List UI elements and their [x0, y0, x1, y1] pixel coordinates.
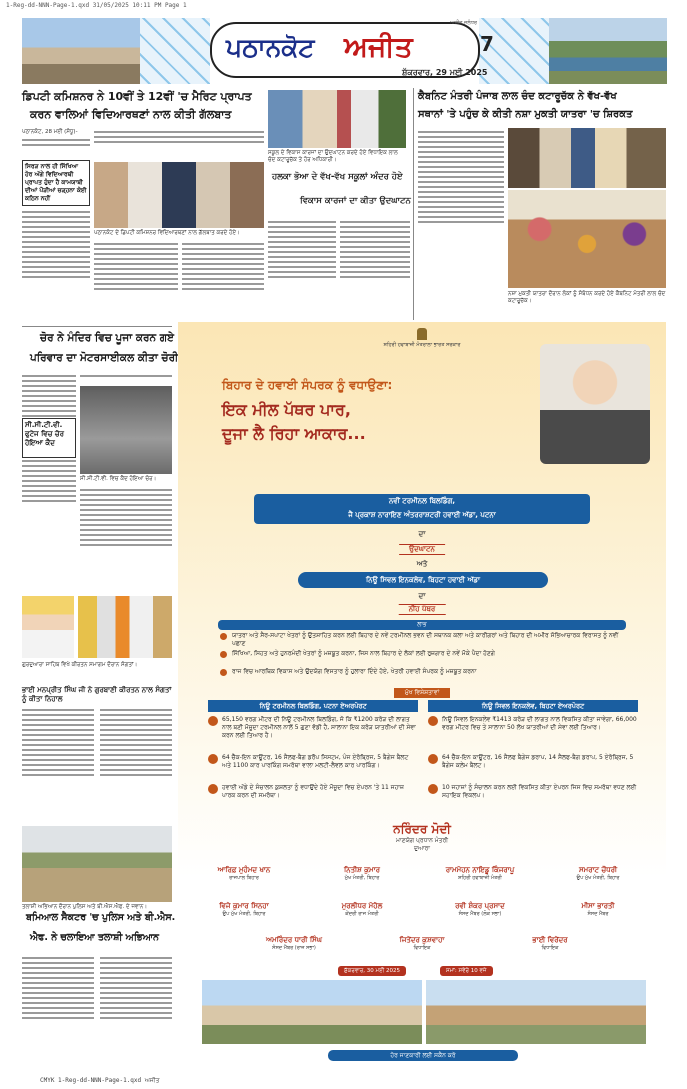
dignitary-3 — [424, 866, 536, 881]
a1-headline-1: ਡਿਪਟੀ ਕਮਿਸ਼ਨਰ ਨੇ 10ਵੀਂ ਤੇ 12ਵੀਂ 'ਚ ਮੈਰਿਟ ਪ੍ਰਾਪਤ — [22, 90, 252, 103]
a3-headline-2: ਸਥਾਨਾਂ 'ਤੇ ਪਹੁੰਚ ਕੇ ਕੀਤੀ ਨਸ਼ਾ ਮੁਕਤੀ ਯਾਤਰਾ 'ਚ ਸ਼ਿਰਕਤ — [418, 109, 633, 120]
dignitary-role: ਸੰਸਦ ਮੈਂਬਰ (ਰਾਜ ਸਭਾ) — [272, 945, 316, 951]
a6-photo — [22, 826, 172, 902]
a4-caption: ਸੀ.ਸੀ.ਟੀ.ਵੀ. ਵਿਚ ਕੈਦ ਹੋਇਆ ਚੋਰ। — [80, 476, 157, 482]
dignitary-name: ਅਮਰਿੰਦਰ ਧਾਰੀ ਸਿੰਘ — [265, 936, 323, 944]
title-city: ਪਠਾਨਕੋਟ — [226, 33, 315, 62]
section-rule — [22, 326, 172, 327]
masthead-photo-right — [549, 18, 667, 84]
dignitary-role: ਸੰਸਦ ਮੈਂਬਰ — [587, 911, 609, 917]
ad-project-band-2: ਨਿਊ ਸਿਵਲ ਇਨਕਲੇਵ, ਬਿਹਟਾ ਹਵਾਈ ਅੱਡਾ — [298, 572, 548, 588]
airport-advertisement — [178, 322, 666, 1062]
a1-body-col3 — [182, 240, 264, 326]
a3-photo-1 — [508, 128, 666, 188]
benefit-3: ਰਾਜ ਵਿਚ ਆਰਥਿਕ ਵਿਕਾਸ ਅਤੇ ਉਦਯੋਗ ਵਿਸਤਾਰ ਨੂੰ ਹੁਲਾਰਾ ਦਿੰਦੇ ਹੋਏ, ਖੇਤਰੀ ਹਵਾਈ ਸੰਪਰਕ ਨੂੰ ਮਜ਼ਬੂਤ ਕਰਨਾ — [218, 668, 626, 676]
a6-caption: ਤਲਾਸ਼ੀ ਅਭਿਆਨ ਦੌਰਾਨ ਪੁਲਿਸ ਅਤੇ ਬੀ.ਐਸ.ਐਫ. ਦੇ ਜਵਾਨ। — [22, 904, 148, 910]
a3-photo-2 — [508, 190, 666, 288]
a1-caption: ਪਠਾਨਕੋਟ ਦੇ ਡਿਪਟੀ ਕਮਿਸ਼ਨਰ ਵਿਦਿਆਰਥਣਾਂ ਨਾਲ ਗੱਲਬਾਤ ਕਰਦੇ ਹੋਏ। — [94, 230, 240, 236]
dignitary-9 — [238, 936, 350, 951]
column-rule — [413, 88, 414, 320]
dignitary-name: ਆਰਿਫ਼ ਮੁਹੰਮਦ ਖਾਨ — [217, 866, 271, 874]
dignitary-2 — [306, 866, 418, 881]
ad-tagline-3: ਦੂਜਾ ਲੈ ਰਿਹਾ ਆਕਾਰ... — [222, 424, 366, 443]
a4-headline-2: ਪਰਿਵਾਰ ਦਾ ਮੋਟਰਸਾਈਕਲ ਕੀਤਾ ਚੋਰੀ — [30, 352, 179, 364]
dignitary-name: ਸਮਰਾਟ ਚੌਧਰੀ — [578, 866, 618, 874]
a4-body-col1 — [22, 372, 76, 592]
brand-tag: ਅਜੀਤ ਜਲੰਧਰ — [450, 20, 477, 26]
masthead-photo-left — [22, 18, 140, 84]
dignitary-name: ਨਿਤੀਸ਼ ਕੁਮਾਰ — [343, 866, 381, 874]
a2-photo — [268, 90, 406, 148]
emblem-icon — [417, 328, 427, 340]
dignitary-name: ਭਾਈ ਵਿਰੇਂਦਰ — [532, 936, 568, 944]
a6-body-col1 — [22, 954, 94, 1066]
leader-note: ਦੁਆਰਾ — [414, 845, 430, 852]
right-point-2: 64 ਚੈੱਕ-ਇਨ ਕਾਊਂਟਰ, 16 ਸੈਲਫ ਬੈਗੇਜ ਡਰਾਪ, 14 ਸੈਲਫ-ਬੈਗ ਡਰਾਪ, 5 ਏਰੋਬ੍ਰਿਜ, 5 ਬੈਗੇਜ ਕਲੇਮ ਬੈਲਟ। — [428, 754, 638, 770]
benefits-heading: ਲਾਭ — [218, 620, 626, 630]
dignitary-role: ਮੁੱਖ ਮੰਤਰੀ, ਬਿਹਾਰ — [344, 875, 380, 881]
ad-tagline-1: ਬਿਹਾਰ ਦੇ ਹਵਾਈ ਸੰਪਰਕ ਨੂੰ ਵਧਾਉਣਾ: — [222, 378, 393, 392]
a1-body-col2 — [94, 128, 264, 162]
a2-body-col1 — [268, 218, 336, 318]
a4-headline-1: ਚੋਰ ਨੇ ਮੰਦਿਰ ਵਿਚ ਪੂਜਾ ਕਰਨ ਗਏ — [40, 332, 175, 344]
ministry-name: ਸ਼ਹਿਰੀ ਹਵਾਬਾਜ਼ੀ ਮੰਤਰਾਲਾ ਭਾਰਤ ਸਰਕਾਰ — [383, 342, 461, 348]
masthead-pattern-left — [140, 18, 210, 84]
a5-body-col2 — [100, 706, 172, 822]
a6-headline-1: ਬਮਿਆਲ ਸੈਕਟਰ 'ਚ ਪੁਲਿਸ ਅਤੇ ਬੀ.ਐਸ. — [26, 912, 176, 923]
leader-role: ਮਾਣਯੋਗ ਪ੍ਰਧਾਨ ਮੰਤਰੀ — [395, 837, 449, 844]
masthead — [22, 18, 667, 84]
a6-body-col2 — [100, 954, 172, 1066]
a1-pullquote: ਸਿਰੜ ਨਾਲ ਹੀ ਸਿੱਖਿਆ ਹੋਰ ਅੱਗੇ ਵਿਦਿਆਰਥੀ ਪ੍ਰਾਪਤ ਹੁੰਦਾ ਹੈ ਕਾਮਯਾਬੀ ਦੀਆਂ ਪੌੜੀਆਂ ਚੜ੍ਹਨਾ ਕੋਈ ਕਠਿਨ ਨਹੀਂ — [22, 160, 90, 206]
features-heading: ਮੁੱਖ ਵਿਸ਼ੇਸ਼ਤਾਵਾਂ — [394, 688, 450, 698]
dignitary-name: ਮੀਸਾ ਭਾਰਤੀ — [581, 902, 615, 910]
dignitary-10 — [366, 936, 478, 951]
a2-caption: ਸਕੂਲ ਦੇ ਵਿਕਾਸ ਕਾਰਜਾਂ ਦਾ ਉਦਘਾਟਨ ਕਰਦੇ ਹੋਏ ਵਿਧਾਇਕ ਲਾਲ ਚੰਦ ਕਟਾਰੂਚੱਕ ਤੇ ਹੋਰ ਅਧਿਕਾਰੀ। — [268, 150, 398, 163]
right-point-3: 10 ਜਹਾਜ਼ਾਂ ਨੂੰ ਸੰਚਾਲਨ ਕਰਨ ਲਈ ਵਿਕਸਿਤ ਕੀਤਾ ਏਪਰਨ ਜਿਸ ਵਿਚ ਸਮਰੱਥਾ ਵਧਣ ਲਈ ਸਹਾਇਕ ਵਿਕਲਪ। — [428, 784, 638, 800]
dignitary-role: ਕੇਂਦਰੀ ਰਾਜ ਮੰਤਰੀ — [345, 911, 379, 917]
dignitary-6 — [306, 902, 418, 917]
leader-name: ਨਰਿੰਦਰ ਮੋਦੀ — [393, 822, 451, 836]
dignitary-role: ਸ਼ਹਿਰੀ ਹਵਾਬਾਜ਼ੀ ਮੰਤਰੀ — [458, 875, 502, 881]
a4-pullquote: ਸੀ.ਸੀ.ਟੀ.ਵੀ. ਫੁਟੇਜ ਵਿਚ ਚੋਰ ਹੋਇਆ ਕੈਦ — [22, 418, 76, 458]
dignitary-8 — [542, 902, 654, 917]
dignitary-role: ਉਪ ਮੁੱਖ ਮੰਤਰੀ, ਬਿਹਾਰ — [222, 911, 266, 917]
left-point-2: 64 ਚੈੱਕ-ਇਨ ਕਾਊਂਟਰ, 16 ਸੈਲਫ-ਬੈਗ ਡਰੌਪ ਸਿਸਟਮ, ਪੰਜ ਏਰੋਬ੍ਰਿਜ, 5 ਬੈਗੇਜ ਬੈਲਟ ਅਤੇ 1100 ਕਾਰ ਪਾਰਕਿੰਗ ਸਮਰੱਥਾ ਵਾਲਾ ਮਲਟੀ-ਲੈਵਲ ਕਾਰ ਪਾਰਕਿੰਗ। — [208, 754, 418, 770]
pm-portrait — [540, 344, 650, 464]
print-footer: CMYK 1-Reg-dd-NNN-Page-1.qxd ਅਜੀਤ — [40, 1077, 160, 1084]
dignitary-role: ਰਾਜਪਾਲ ਬਿਹਾਰ — [229, 875, 259, 881]
dignitary-name: ਰਾਮਮੋਹਨ ਨਾਇਡੂ ਕਿੰਜਰਾਪੂ — [445, 866, 515, 874]
a4-body-col2 — [80, 372, 172, 384]
print-slug: 1-Reg-dd-NNN-Page-1.qxd 31/05/2025 10:11 PM Page 1 — [6, 2, 187, 9]
page-number: 7 — [480, 32, 494, 56]
a5-body-col1 — [22, 706, 94, 822]
a5-photo-portrait — [22, 596, 74, 658]
dignitary-name: ਜਿਤੇਂਦਰ ਕੁਸ਼ਵਾਹਾ — [399, 936, 445, 944]
ad-tagline-2: ਇਕ ਮੀਲ ਪੱਥਰ ਪਾਰ, — [222, 400, 351, 419]
a1-photo — [94, 162, 264, 228]
a1-body-col2b — [94, 240, 178, 326]
event-date: ਸ਼ੁੱਕਰਵਾਰ, 30 ਮਈ 2025 — [338, 966, 406, 976]
a2-headline-1: ਹਲਕਾ ਭੋਆ ਦੇ ਵੱਖ-ਵੱਖ ਸਕੂਲਾਂ ਅੰਦਰ ਹੋਏ — [272, 172, 403, 182]
dignitary-name: ਰਵੀ ਸ਼ੰਕਰ ਪ੍ਰਸਾਦ — [455, 902, 505, 910]
a6-headline-2: ਐਫ. ਨੇ ਚਲਾਇਆ ਤਲਾਸ਼ੀ ਅਭਿਆਨ — [30, 932, 159, 943]
a2-headline-2: ਵਿਕਾਸ ਕਾਰਜਾਂ ਦਾ ਕੀਤਾ ਉਦਘਾਟਨ — [300, 196, 411, 206]
dignitary-5 — [188, 902, 300, 917]
word-inauguration: ਉਦਘਾਟਨ — [399, 544, 445, 555]
dignitary-11 — [494, 936, 606, 951]
dignitary-role: ਸੰਸਦ ਮੈਂਬਰ (ਲੋਕ ਸਭਾ) — [458, 911, 502, 917]
a3-body-col1 — [418, 128, 504, 288]
benefit-2: ਸਿੱਖਿਆ, ਸਿਹਤ ਅਤੇ ਹੁਨਰਮੰਦੀ ਖੇਤਰਾਂ ਨੂੰ ਮਜ਼ਬੂਤ ਕਰਨਾ, ਜਿਸ ਨਾਲ ਬਿਹਾਰ ਦੇ ਲੋਕਾਂ ਲਈ ਰੁਜ਼ਗਾਰ ਦੇ ਨਵੇਂ ਮੌਕੇ ਪੈਦਾ ਹੋਣਗੇ — [218, 650, 626, 658]
left-point-3: ਹਵਾਈ ਅੱਡੇ ਦੇ ਸੰਚਾਲਨ ਕੁਸ਼ਲਤਾ ਨੂੰ ਵਧਾਉਂਦੇ ਹੋਏ ਮੌਜੂਦਾ ਵਿਚ ਏਪਰਨ 'ਤੇ 11 ਜਹਾਜ਼ ਪਾਰਕ ਕਰਨ ਦੀ ਸਮਰੱਥਾ। — [208, 784, 418, 800]
a1-body-col1 — [22, 128, 90, 160]
dignitary-name: ਵਿਜੇ ਕੁਮਾਰ ਸਿਨਹਾ — [219, 902, 269, 910]
word-da-2: ਦਾ — [418, 592, 426, 600]
a5-headline: ਭਾਈ ਮਨਪ੍ਰੀਤ ਸਿੰਘ ਜੀ ਨੇ ਗੁਰਬਾਣੀ ਕੀਰਤਨ ਨਾਲ ਸੰਗਤਾਂ ਨੂੰ ਕੀਤਾ ਨਿਹਾਲ — [22, 686, 172, 704]
left-point-1: 65,150 ਵਰਗ ਮੀਟਰ ਦੀ ਨਿਊ ਟਰਮੀਨਲ ਬਿਲਡਿੰਗ, ਜੋ ਕਿ ₹1200 ਕਰੋੜ ਦੀ ਲਾਗਤ ਨਾਲ ਬਣੀ ਮੌਜੂਦਾ ਟਰਮੀਨਲ ਨਾਲੋਂ 5 ਗੁਣਾ ਵੱਡੀ ਹੈ, ਸਾਲਾਨਾ ਇਕ ਕਰੋੜ ਯਾਤਰੀਆਂ ਦੀ ਸੇਵਾ ਕਰਨ ਲਈ ਤਿਆਰ ਹੈ। — [208, 716, 418, 740]
band-line-1: ਨਵੀਂ ਟਰਮੀਨਲ ਬਿਲਡਿੰਗ, — [388, 497, 456, 505]
dignitary-7 — [424, 902, 536, 917]
a1-byline: ਪਠਾਨਕੋਟ, 28 ਮਈ (ਸੰਧੂ)- — [22, 129, 78, 135]
pm-credit — [178, 822, 666, 853]
a5-caption: ਗੁਰਦੁਆਰਾ ਸਾਹਿਬ ਵਿਖੇ ਕੀਰਤਨ ਸਮਾਗਮ ਦੌਰਾਨ ਸੰਗਤਾਂ। — [22, 662, 138, 668]
a4-cctv-photo — [80, 386, 172, 474]
col-left-heading: ਨਿਊ ਟਰਮੀਨਲ ਬਿਲਡਿੰਗ, ਪਟਨਾ ਏਅਰਪੋਰਟ — [208, 700, 418, 712]
dignitary-role: ਵਿਧਾਇਕ — [413, 945, 431, 951]
bihta-terminal-render — [426, 980, 646, 1044]
dignitary-name: ਮੁਰਲੀਧਰ ਮੋਹੋਲ — [341, 902, 383, 910]
band-line-2: ਜੈ ਪ੍ਰਕਾਸ਼ ਨਾਰਾਇਣ ਅੰਤਰਰਾਸ਼ਟਰੀ ਹਵਾਈ ਅੱਡਾ, ਪਟਨਾ — [348, 511, 496, 519]
a3-headline-1: ਕੈਬਨਿਟ ਮੰਤਰੀ ਪੰਜਾਬ ਲਾਲ ਚੰਦ ਕਟਾਰੂਚੱਕ ਨੇ ਵੱਖ-ਵੱਖ — [418, 91, 617, 102]
a1-body-col1b — [22, 208, 90, 326]
ad-project-band — [254, 494, 590, 524]
event-time: ਸਮਾਂ: ਸਵੇਰੇ 10 ਵਜੇ — [440, 966, 493, 976]
a5-photo-group — [78, 596, 172, 658]
a1-headline-2: ਕਰਨ ਵਾਲਿਆਂ ਵਿਦਿਆਰਥਣਾਂ ਨਾਲ ਕੀਤੀ ਗੱਲਬਾਤ — [30, 108, 232, 121]
ad-footer: ਹੋਰ ਜਾਣਕਾਰੀ ਲਈ ਸਕੈਨ ਕਰੋ — [328, 1050, 518, 1061]
patna-terminal-render — [202, 980, 422, 1044]
dignitary-1 — [188, 866, 300, 881]
word-foundation: ਨੀਂਹ ਪੱਥਰ — [399, 604, 446, 615]
dignitary-4 — [542, 866, 654, 881]
a4-body-col2b — [80, 486, 172, 592]
word-da: ਦਾ — [418, 530, 426, 538]
dignitary-role: ਉਪ ਮੁੱਖ ਮੰਤਰੀ, ਬਿਹਾਰ — [576, 875, 620, 881]
a2-body-col2 — [340, 218, 410, 318]
issue-date: ਸ਼ੁੱਕਰਵਾਰ, 29 ਮਈ 2025 — [402, 68, 488, 77]
dignitary-role: ਵਿਧਾਇਕ — [541, 945, 559, 951]
col-right-heading: ਨਿਊ ਸਿਵਲ ਇਨਕਲੇਵ, ਬਿਹਟਾ ਏਅਰਪੋਰਟ — [428, 700, 638, 712]
benefit-1: ਯਾਤਰਾ ਅਤੇ ਸੈਰ-ਸਪਾਟਾ ਖੇਤਰਾਂ ਨੂੰ ਉਤਸ਼ਾਹਿਤ ਕਰਨ ਲਈ ਬਿਹਾਰ ਦੇ ਨਵੇਂ ਟਰਮੀਨਲ ਭਵਨ ਦੀ ਸਥਾਨਕ ਕਲਾ ਅਤੇ ਕਾਰੀਗਰਾਂ ਅਤੇ ਬਿਹਾਰ ਦੀ ਅਮੀਰ ਸੱਭਿਆਚਾਰਕ ਵਿਰਾਸਤ ਨੂੰ ਨਵੀਂ ਪਛਾਣ — [218, 632, 626, 648]
right-point-1: ਨਿਊ ਸਿਵਲ ਇਨਕਲੇਵ ₹1413 ਕਰੋੜ ਦੀ ਲਾਗਤ ਨਾਲ ਵਿਕਸਿਤ ਕੀਤਾ ਜਾਵੇਗਾ, 66,000 ਵਰਗ ਮੀਟਰ ਵਿਚ ਤੇ ਸਾਲਾਨਾ 50 ਲੱਖ ਯਾਤਰੀਆਂ ਦੀ ਸੇਵਾ ਲਈ ਤਿਆਰ। — [428, 716, 638, 732]
a3-caption: ਨਸ਼ਾ ਮੁਕਤੀ ਯਾਤਰਾ ਦੌਰਾਨ ਲੋਕਾਂ ਨੂੰ ਸੰਬੋਧਨ ਕਰਦੇ ਹੋਏ ਕੈਬਨਿਟ ਮੰਤਰੀ ਲਾਲ ਚੰਦ ਕਟਾਰੂਚੱਕ। — [508, 291, 666, 304]
title-paper: ਅਜੀਤ — [344, 30, 413, 63]
word-ate: ਅਤੇ — [416, 560, 428, 568]
